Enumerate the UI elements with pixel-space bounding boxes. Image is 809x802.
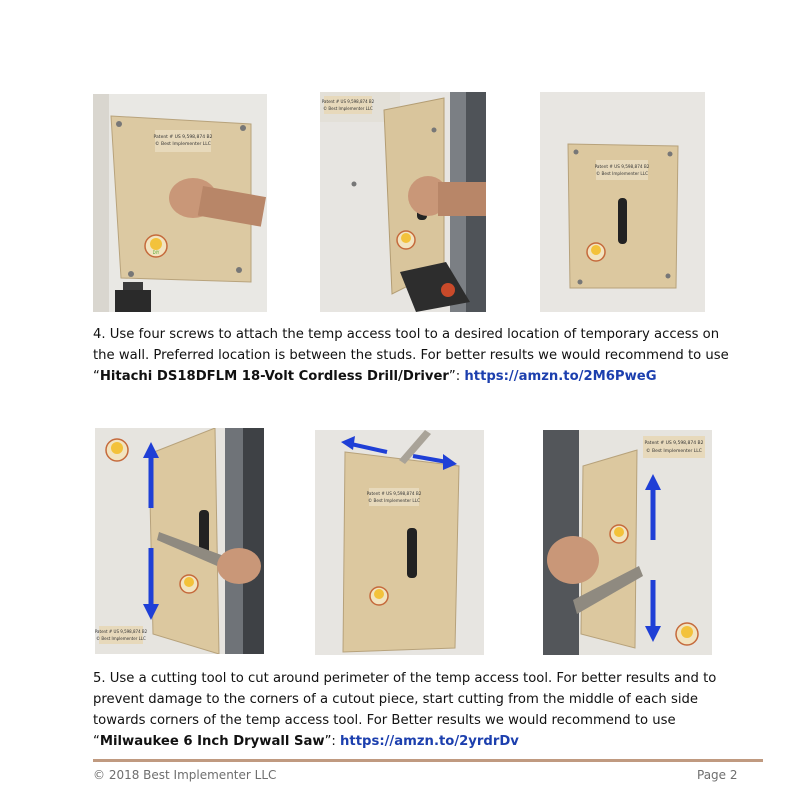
- step5-product-name: Milwaukee 6 Inch Drywall Saw: [99, 734, 325, 749]
- svg-text:Patent # US 9,598,874 B2: Patent # US 9,598,874 B2: [95, 629, 148, 634]
- step4-line3: “Hitachi DS18DFLM 18-Volt Cordless Drill/Driver”: https://amzn.to/2M6PweG: [93, 369, 657, 384]
- svg-text:Patent # US 9,598,874 B2: Patent # US 9,598,874 B2: [644, 441, 704, 446]
- step4-instructions: [93, 324, 753, 387]
- photo-step4-drilling-side: [320, 92, 486, 312]
- svg-text:© Best Implementer LLC: © Best Implementer LLC: [96, 636, 146, 641]
- svg-text:© Best Implementer LLC: © Best Implementer LLC: [323, 106, 373, 111]
- photo-step5-cutting-left: [95, 428, 264, 654]
- step5-line3: towards corners of the temp access tool. For Better results we would recommend to use: [93, 713, 676, 728]
- patent-label-text: Patent # US 9,598,874 B2: [153, 135, 213, 140]
- step5-line4: “Milwaukee 6 Inch Drywall Saw”: https://amzn.to/2yrdrDv: [93, 734, 519, 749]
- footer-copyright: © 2018 Best Implementer LLC: [93, 768, 277, 782]
- company-label-text: © Best Implementer LLC: [155, 142, 211, 147]
- svg-text:Patent # US 9,598,874 B2: Patent # US 9,598,874 B2: [594, 164, 650, 169]
- step5-line2: prevent damage to the corners of a cutout piece, start cutting from the middle of each side: [93, 692, 698, 707]
- footer-page-number: Page 2: [697, 768, 738, 782]
- svg-text:© Best Implementer LLC: © Best Implementer LLC: [595, 171, 649, 176]
- step4-line2: the wall. Preferred location is between the studs. For better results we would recommend to use: [93, 348, 729, 363]
- diy-badge-text: DIY: [152, 250, 160, 255]
- svg-text:© Best Implementer LLC: © Best Implementer LLC: [367, 498, 421, 503]
- svg-text:Patent # US 9,598,874 B2: Patent # US 9,598,874 B2: [366, 491, 422, 496]
- step4-product-link[interactable]: https://amzn.to/2M6PweG: [464, 369, 657, 384]
- photo-step5-cutting-top: [315, 430, 484, 655]
- step5-instructions: [93, 668, 753, 752]
- step5-product-link[interactable]: https://amzn.to/2yrdrDv: [340, 734, 519, 749]
- footer-divider: [93, 759, 763, 762]
- svg-text:Patent # US 9,598,874 B2: Patent # US 9,598,874 B2: [321, 99, 375, 104]
- photo-step4-drilling-front: [93, 94, 267, 312]
- photo-step4-mounted-panel: [540, 92, 705, 312]
- photo-step5-cutting-right: [543, 430, 712, 655]
- step5-line1: 5. Use a cutting tool to cut around perimeter of the temp access tool. For better results and to: [93, 671, 717, 686]
- step4-line1: 4. Use four screws to attach the temp access tool to a desired location of temporary access on: [93, 327, 720, 342]
- step4-product-name: Hitachi DS18DFLM 18-Volt Cordless Drill/Driver: [99, 369, 449, 384]
- svg-text:© Best Implementer LLC: © Best Implementer LLC: [646, 449, 702, 454]
